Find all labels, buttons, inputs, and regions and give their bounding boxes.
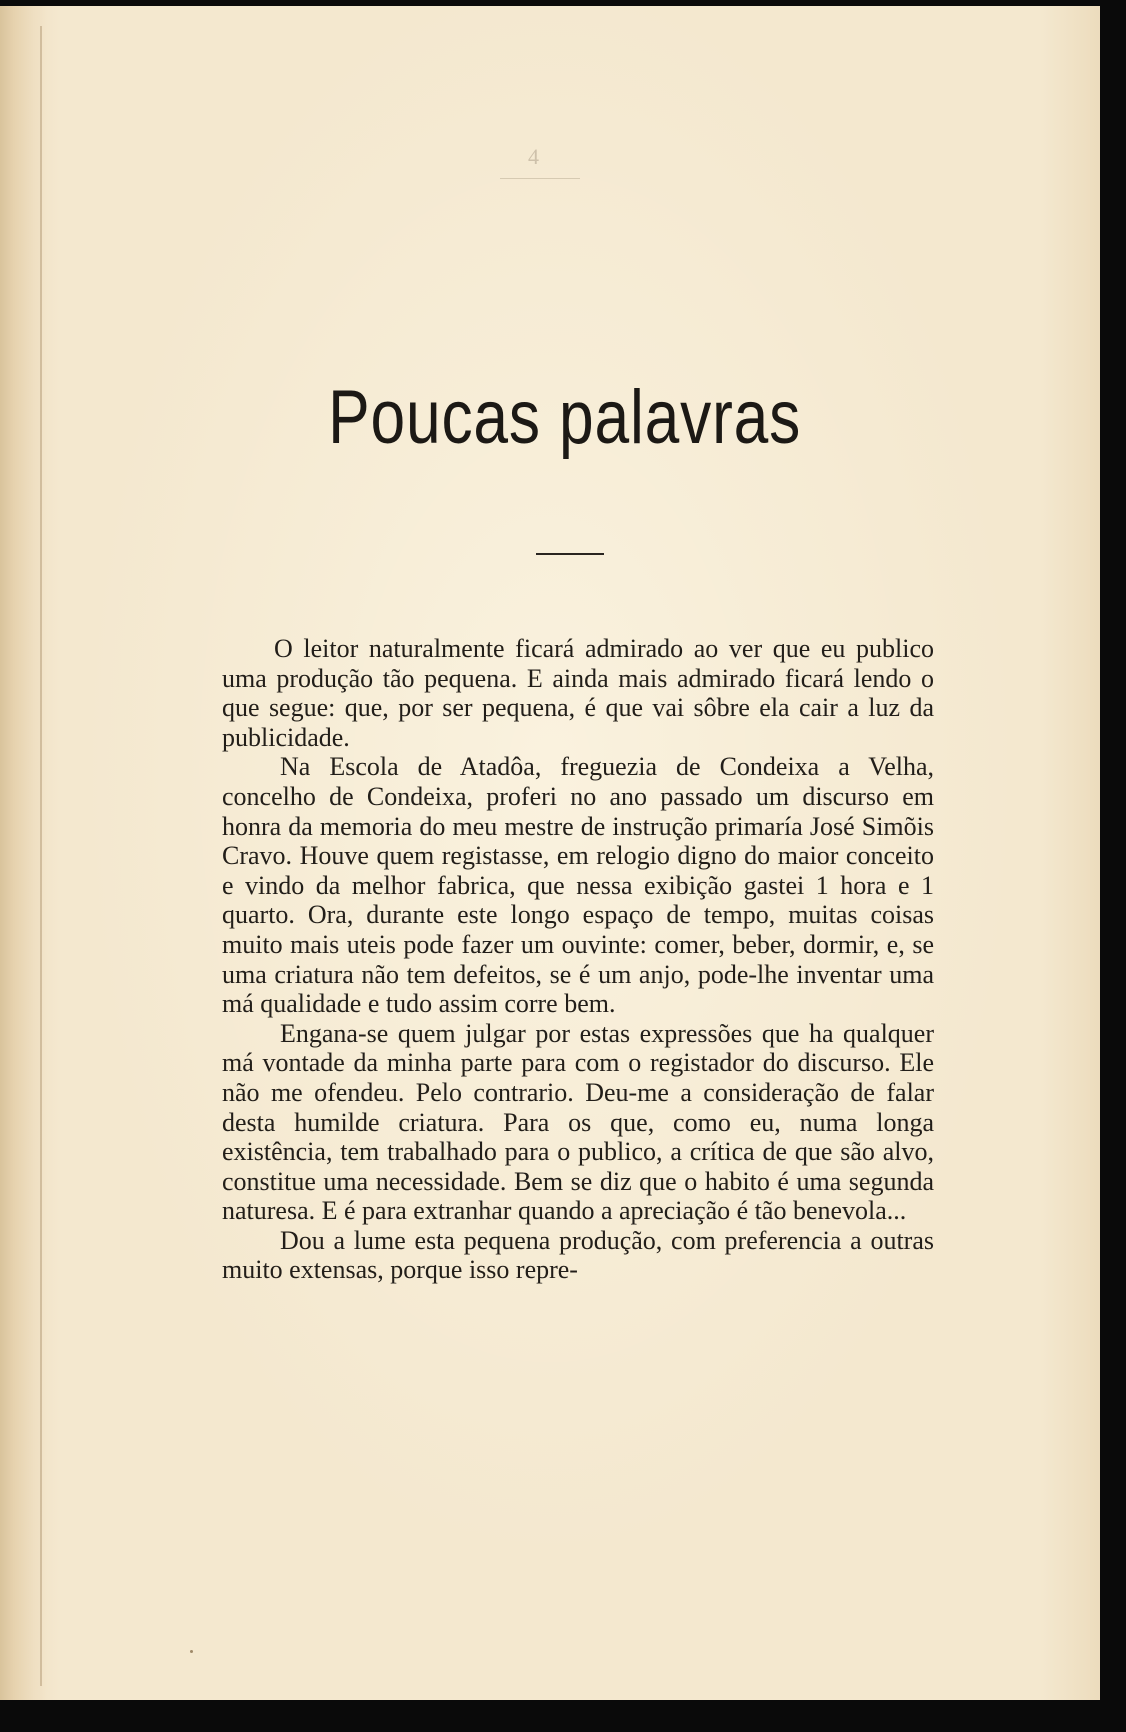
book-page — [0, 6, 1100, 1700]
chapter-title: Poucas palavras — [328, 375, 802, 460]
page-number: 4 — [528, 144, 539, 169]
paragraph-1: O leitor naturalmente ficará admirado ao ver que eu publico uma produção tão pequena. E ainda mais admirado ficará lendo o que segue: que, por ser pequena, é que vai sôbre ela cair a luz da publicidade. — [222, 634, 934, 752]
title-divider — [536, 553, 604, 555]
scan-border-bottom — [0, 1700, 1126, 1732]
paragraph-4: Dou a lume esta pequena produção, com preferencia a outras muito extensas, porque isso repre- — [222, 1225, 934, 1285]
page-number-rule — [500, 178, 580, 179]
paragraph-2: Na Escola de Atadôa, freguezia de Condeixa a Velha, concelho de Condeixa, proferi no ano passado um discurso em honra da memoria do meu mestre de instrução primaría José Simõis Cravo. Houve quem registasse, em relogio digno do maior conceito e vindo da melhor fabrica, que nessa exibição gastei 1 hora e 1 quarto. Ora, durante este longo espaço de tempo, muitas coisas muito mais uteis pode fazer um ouvinte: comer, beber, dormir, e, se uma criatura não tem defeitos, se é um anjo, pode-lhe inventar uma má qualidade e tudo assim corre bem. — [222, 752, 934, 1019]
scan-border-right — [1100, 0, 1126, 1732]
binding-line — [40, 26, 42, 1686]
paper-speck — [190, 1650, 193, 1653]
paragraph-3: Engana-se quem julgar por estas expressões que ha qualquer má vontade da minha parte para com o registador do discurso. Ele não me ofendeu. Pelo contrario. Deu-me a consideração de falar desta humilde criatura. Para os que, como eu, numa longa existência, tem trabalhado para o publico, a crítica de que são alvo, constitue uma necessidade. Bem se diz que o habito é uma segunda naturesa. E é para extranhar quando a apreciação é tão benevola... — [222, 1018, 934, 1226]
body-text — [222, 634, 934, 1285]
